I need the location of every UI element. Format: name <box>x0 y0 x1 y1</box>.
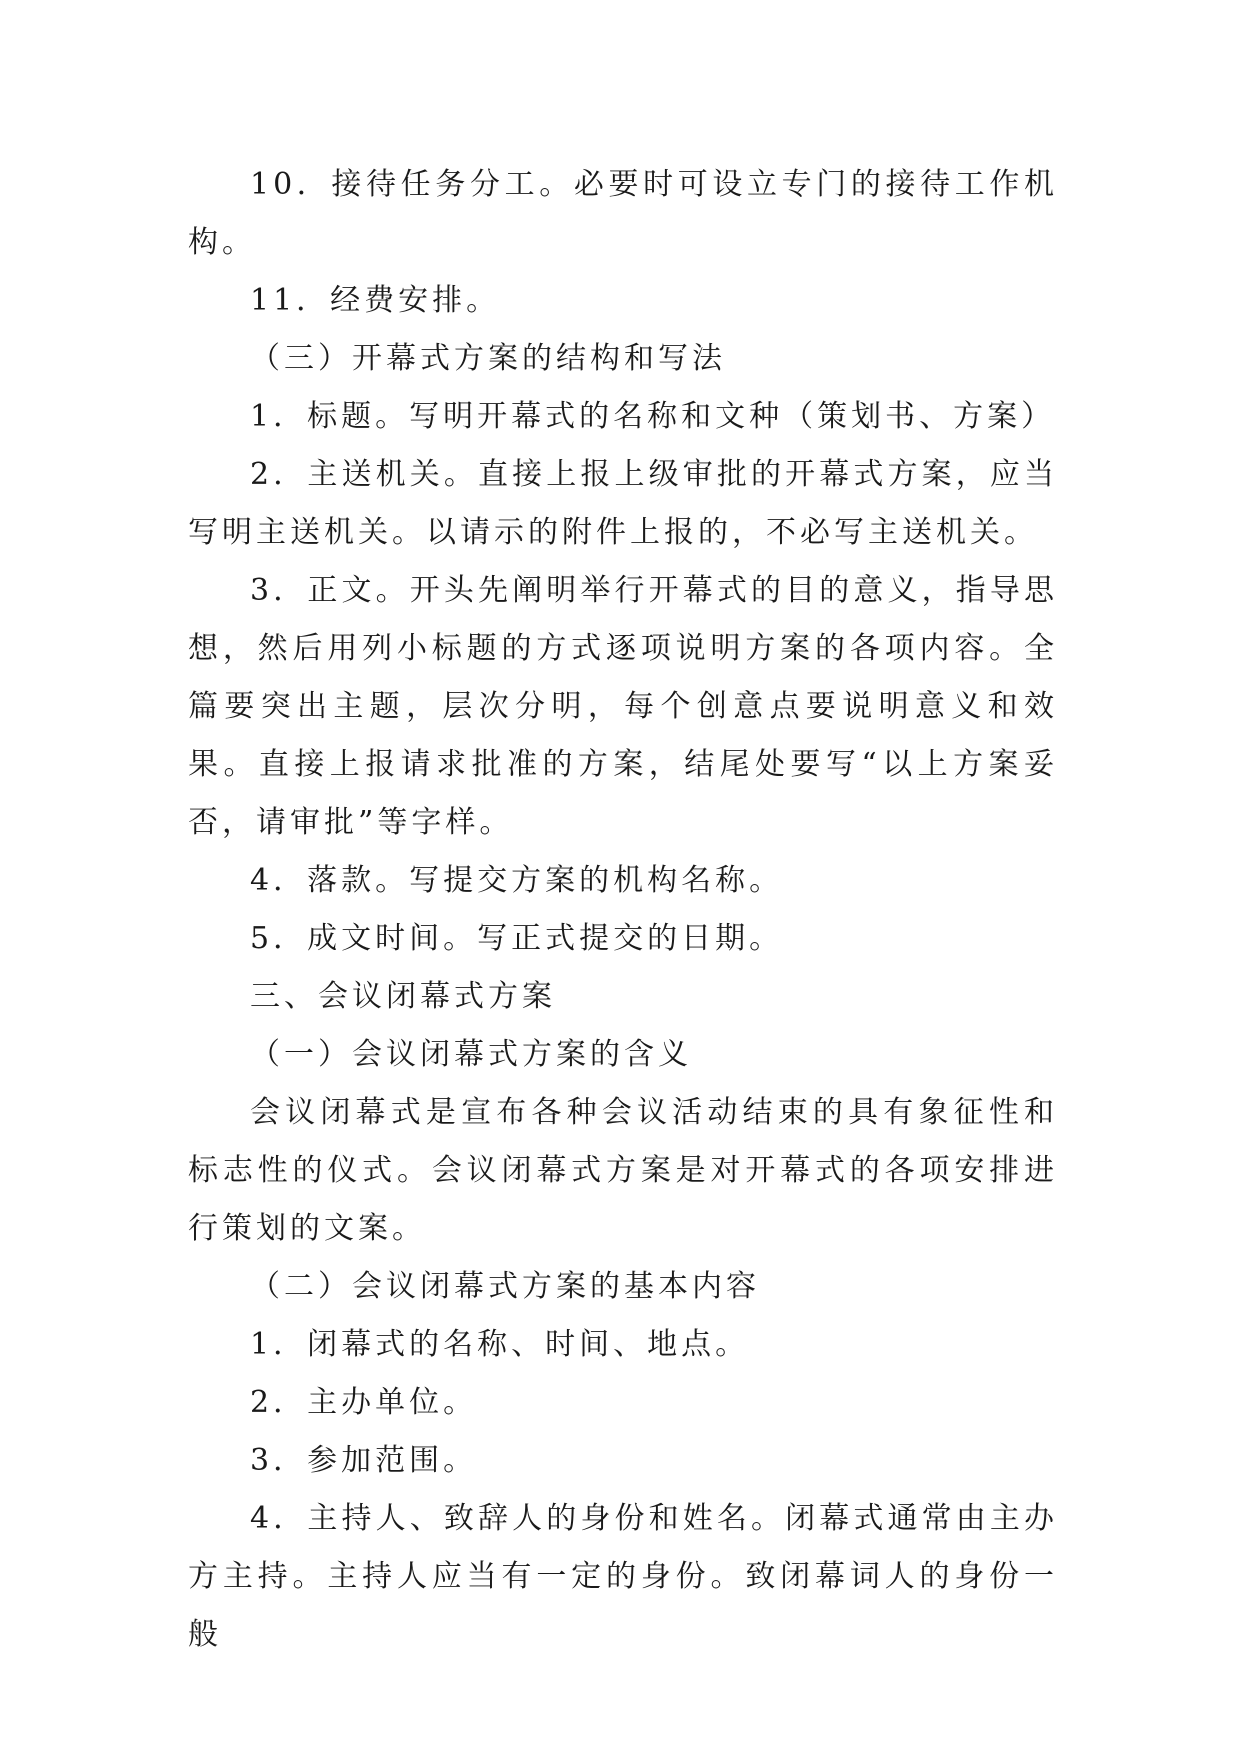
paragraph-host-speaker: 4．主持人、致辞人的身份和姓名。闭幕式通常由主办方主持。主持人应当有一定的身份。致闭幕词人的身份一般 <box>188 1501 1058 1652</box>
paragraph-recipient: 2．主送机关。直接上报上级审批的开幕式方案，应当写明主送机关。以请示的附件上报的，不必写主送机关。 <box>188 457 1058 550</box>
paragraph-meaning: 会议闭幕式是宣布各种会议活动结束的具有象征性和标志性的仪式。会议闭幕式方案是对开幕式的各项安排进行策划的文案。 <box>188 1095 1058 1246</box>
section-heading-content: （二）会议闭幕式方案的基本内容 <box>250 1269 760 1304</box>
paragraph-organizer: 2．主办单位。 <box>250 1385 478 1420</box>
paragraph-date: 5．成文时间。写正式提交的日期。 <box>250 921 784 956</box>
document-body <box>188 156 1058 1664</box>
paragraph-title: 1．标题。写明开幕式的名称和文种（策划书、方案） <box>250 399 1056 434</box>
paragraph-body-text: 3．正文。开头先阐明举行开幕式的目的意义，指导思想，然后用列小标题的方式逐项说明方案的各项内容。全篇要突出主题，层次分明，每个创意点要说明意义和效果。直接上报请求批准的方案，结尾处要写“以上方案妥否，请审批”等字样。 <box>188 573 1058 840</box>
paragraph-scope: 3．参加范围。 <box>250 1443 478 1478</box>
paragraph-signature: 4．落款。写提交方案的机构名称。 <box>250 863 784 898</box>
paragraph-item-10: 10．接待任务分工。必要时可设立专门的接待工作机构。 <box>188 167 1058 260</box>
chapter-heading-closing: 三、会议闭幕式方案 <box>250 979 556 1014</box>
paragraph-name-time-place: 1．闭幕式的名称、时间、地点。 <box>250 1327 750 1362</box>
section-heading-3: （三）开幕式方案的结构和写法 <box>250 341 726 376</box>
paragraph-item-11: 11．经费安排。 <box>250 283 501 318</box>
section-heading-meaning: （一）会议闭幕式方案的含义 <box>250 1037 692 1072</box>
